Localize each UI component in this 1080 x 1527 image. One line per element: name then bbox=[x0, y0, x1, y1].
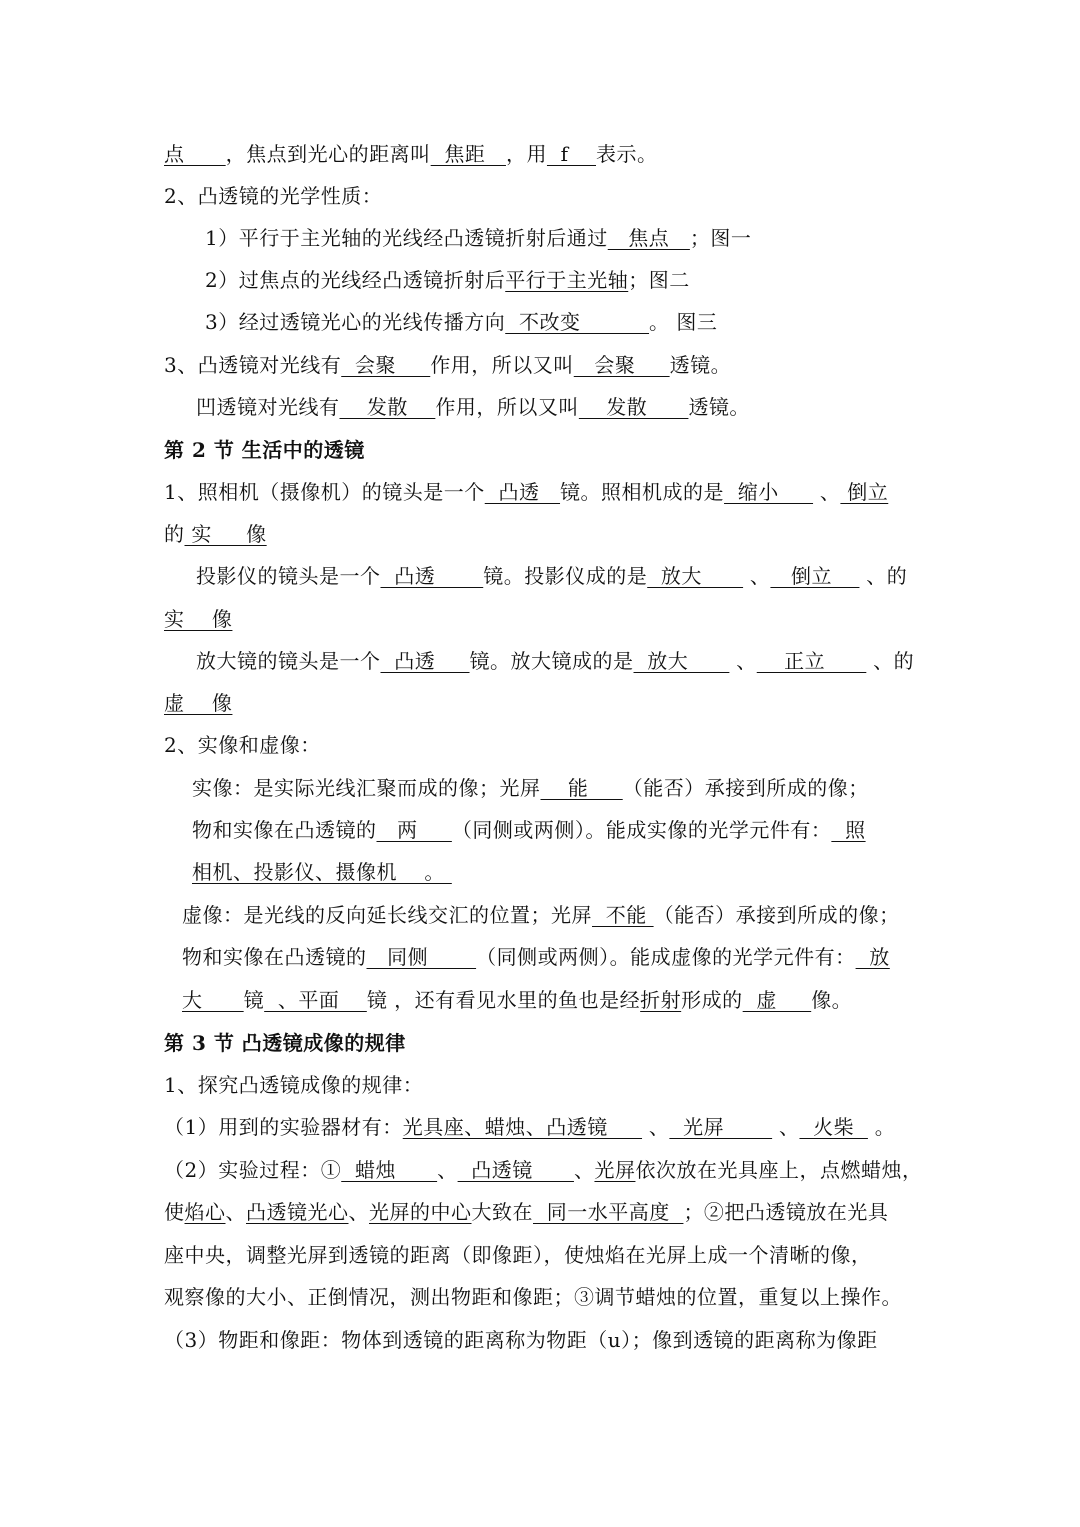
text-line: 物和实像在凸透镜的 两 （同侧或两侧）。能成实像的光学元件有： 照 bbox=[192, 818, 866, 842]
text-line: （2）实验过程：① 蜡烛 、 凸透镜 、光屏依次放在光具座上，点燃蜡烛， bbox=[164, 1158, 923, 1182]
text-line: 3、凸透镜对光线有 会聚 作用，所以又叫 会聚 透镜。 bbox=[164, 353, 732, 377]
text-line: 虚 像 bbox=[164, 691, 233, 715]
text-line: 1、照相机（摄像机）的镜头是一个 凸透 镜。照相机成的是 缩小 、 倒立 bbox=[164, 480, 889, 504]
text-line: 2、实像和虚像： bbox=[164, 733, 321, 757]
text-line: 座中央，调整光屏到透镜的距离（即像距），使烛焰在光屏上成一个清晰的像， bbox=[164, 1243, 872, 1267]
text-line: （3）物距和像距：物体到透镜的距离称为物距（u）；像到透镜的距离称为像距 bbox=[164, 1328, 878, 1352]
text-line: 相机、投影仪、摄像机 。 bbox=[192, 860, 452, 884]
text-line: （1）用到的实验器材有：光具座、蜡烛、凸透镜 、 光屏 、 火柴 。 bbox=[164, 1115, 896, 1139]
text-line: 的 实 像 bbox=[164, 522, 267, 546]
text-line: 放大镜的镜头是一个 凸透 镜。放大镜成的是 放大 、 正立 、的 bbox=[196, 649, 915, 673]
text-line: 点 ，焦点到光心的距离叫 焦距 ，用 f 表示。 bbox=[164, 142, 658, 166]
text-line: 1、探究凸透镜成像的规律： bbox=[164, 1073, 424, 1097]
text-line: 投影仪的镜头是一个 凸透 镜。投影仪成的是 放大 、 倒立 、的 bbox=[196, 564, 908, 588]
text-line: 2、凸透镜的光学性质： bbox=[164, 184, 383, 208]
text-line: 3）经过透镜光心的光线传播方向 不改变 。 图三 bbox=[205, 310, 718, 334]
text-line: 实像：是实际光线汇聚而成的像；光屏 能 （能否）承接到所成的像； bbox=[192, 776, 869, 800]
text-line: 大 镜 、平面 镜 ，还有看见水里的鱼也是经折射形成的 虚 像。 bbox=[182, 988, 853, 1012]
text-line: 2）过焦点的光线经凸透镜折射后平行于主光轴；图二 bbox=[205, 268, 690, 292]
text-line: 实 像 bbox=[164, 607, 233, 631]
text-line: 使焰心、凸透镜光心、光屏的中心大致在 同一水平高度 ；②把凸透镜放在光具 bbox=[164, 1200, 889, 1224]
text-line: 凹透镜对光线有 发散 作用，所以又叫 发散 透镜。 bbox=[196, 395, 750, 419]
text-line: 物和实像在凸透镜的 同侧 （同侧或两侧）。能成虚像的光学元件有： 放 bbox=[182, 945, 890, 969]
section-heading: 第 2 节 生活中的透镜 bbox=[164, 438, 365, 462]
text-line: 虚像：是光线的反向延长线交汇的位置；光屏 不能 （能否）承接到所成的像； bbox=[182, 903, 900, 927]
text-line: 观察像的大小、正倒情况，测出物距和像距；③调节蜡烛的位置，重复以上操作。 bbox=[164, 1285, 902, 1309]
section-heading: 第 3 节 凸透镜成像的规律 bbox=[164, 1031, 406, 1055]
text-line: 1）平行于主光轴的光线经凸透镜折射后通过 焦点 ；图一 bbox=[205, 226, 752, 250]
